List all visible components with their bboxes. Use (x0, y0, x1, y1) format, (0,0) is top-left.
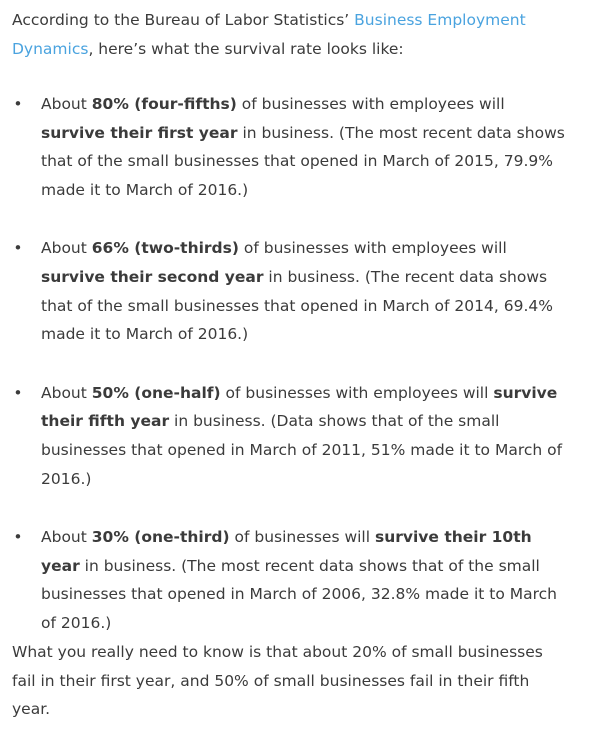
item-text: in business. (The most recent data shows that of the small businesses that opened in March of 2015, 79.9% made it to March of 2016.) (41, 123, 565, 199)
item-survival-period: survive their 10th year (41, 528, 532, 575)
survival-rate-list (0, 90, 590, 668)
bullet-icon: • (13, 528, 23, 547)
bullet-icon: • (13, 239, 23, 258)
item-text: of businesses with employees will (236, 95, 505, 113)
item-text: of businesses will (229, 528, 375, 547)
item-survival-period: survive their fifth year (41, 383, 558, 431)
item-text: About (41, 383, 92, 402)
item-survival-period: survive their first year (41, 123, 238, 142)
item-text: in business. (Data shows that of the small businesses that opened in March of 2011, 51% made it to March of 2016.) (41, 412, 563, 488)
list-item (0, 379, 590, 493)
item-survival-period: survive their second year (41, 267, 264, 286)
item-text: of businesses with employees will (238, 239, 507, 258)
list-item (0, 523, 590, 637)
item-text: in business. (The recent data shows that of the small businesses that opened in March of 2014, 69.4% made it to March of 2016.) (41, 267, 553, 344)
intro-suffix: , here’s what the survival rate looks like: (88, 39, 404, 58)
item-text: of businesses with employees will (220, 383, 494, 402)
item-text: About (41, 239, 92, 258)
item-percentage: 50% (one-half) (91, 383, 221, 402)
list-item (0, 90, 590, 204)
item-percentage: 30% (one-third) (91, 528, 230, 547)
conclusion-paragraph: What you really need to know is that about 20% of small businesses fail in their first year, and 50% of small businesses fail in their fifth year. (12, 643, 543, 719)
item-percentage: 66% (two-thirds) (91, 239, 239, 258)
bullet-icon: • (13, 95, 23, 113)
list-item (0, 234, 590, 348)
bullet-icon: • (13, 383, 23, 402)
business-employment-dynamics-link[interactable]: Business Employment Dynamics (12, 11, 526, 58)
item-percentage: 80% (four-fifths) (91, 95, 237, 113)
intro-prefix: According to the Bureau of Labor Statistics’ (12, 11, 355, 29)
item-text: About (41, 95, 92, 113)
item-text: About (41, 528, 92, 547)
item-text: in business. (The most recent data shows that of the small businesses that opened in March of 2006, 32.8% made it to March of 2016.) (41, 556, 557, 632)
intro-paragraph (12, 6, 582, 63)
